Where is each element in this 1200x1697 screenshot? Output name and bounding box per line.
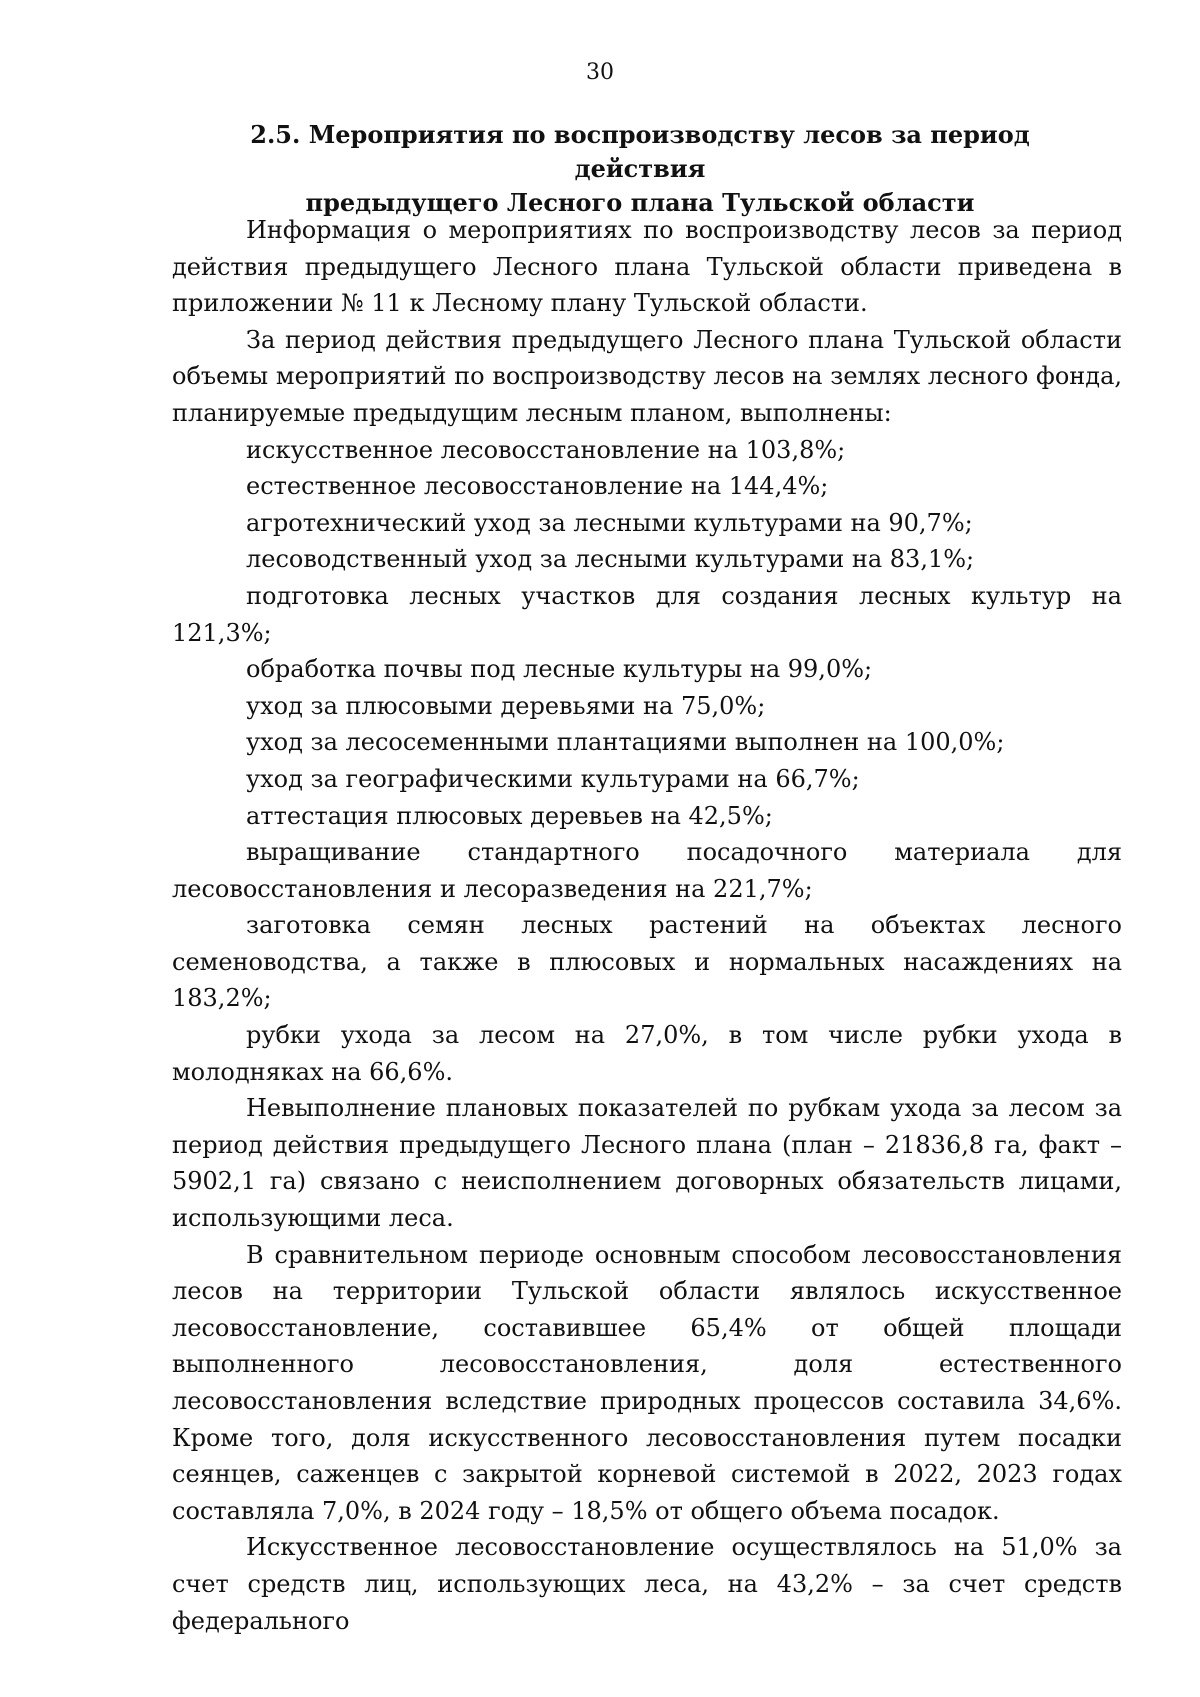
list-item: аттестация плюсовых деревьев на 42,5%; xyxy=(246,801,773,830)
section-heading xyxy=(230,118,1050,220)
page-number: 30 xyxy=(586,60,614,85)
section-heading-line-2: предыдущего Лесного плана Тульской области xyxy=(305,188,975,217)
paragraph: Информация о мероприятиях по воспроизводству лесов за период действия предыдущего Лесного плана Тульской области приведена в приложении № 11 к Лесному плану Тульской области. xyxy=(172,216,1122,318)
list-item: уход за лесосеменными плантациями выполнен на 100,0%; xyxy=(246,728,1005,757)
paragraph: В сравнительном периоде основным способом лесовосстановления лесов на территории Тульской области являлось искусственное лесовосстановление, составившее 65,4% от общей площади выполненного лесовосстановления, доля естественного лесовосстановления вследствие природных процессов составила 34,6%. Кроме того, доля искусственного лесовосстановления путем посадки сеянцев, саженцев с закрытой корневой системой в 2022, 2023 годах составляла 7,0%, в 2024 году – 18,5% от общего объема посадок. xyxy=(172,1240,1122,1525)
paragraph: За период действия предыдущего Лесного плана Тульской области объемы мероприятий по воспроизводству лесов на землях лесного фонда, планируемые предыдущим лесным планом, выполнены: xyxy=(172,325,1122,427)
list-item: лесоводственный уход за лесными культурами на 83,1%; xyxy=(246,545,975,574)
section-heading-line-1: 2.5. Мероприятия по воспроизводству лесов за период действия xyxy=(250,120,1030,183)
list-item: выращивание стандартного посадочного материала для лесовосстановления и лесоразведения на 221,7%; xyxy=(172,838,1122,903)
list-item: агротехнический уход за лесными культурами на 90,7%; xyxy=(246,508,973,537)
list-item: уход за географическими культурами на 66,7%; xyxy=(246,764,860,793)
document-body xyxy=(172,212,1122,1639)
list-item: рубки ухода за лесом на 27,0%, в том числе рубки ухода в молодняках на 66,6%. xyxy=(172,1021,1122,1086)
list-item: заготовка семян лесных растений на объектах лесного семеноводства, а также в плюсовых и нормальных насаждениях на 183,2%; xyxy=(172,911,1122,1013)
paragraph: Искусственное лесовосстановление осуществлялось на 51,0% за счет средств лиц, использующих леса, на 43,2% – за счет средств федерального xyxy=(172,1533,1122,1635)
list-item: естественное лесовосстановление на 144,4%; xyxy=(246,472,829,501)
list-item: искусственное лесовосстановление на 103,8%; xyxy=(246,435,846,464)
list-item: обработка почвы под лесные культуры на 99,0%; xyxy=(246,655,873,684)
paragraph: Невыполнение плановых показателей по рубкам ухода за лесом за период действия предыдущего Лесного плана (план – 21836,8 га, факт – 5902,1 га) связано с неисполнением договорных обязательств лицами, использующими леса. xyxy=(172,1094,1122,1233)
list-item: подготовка лесных участков для создания лесных культур на 121,3%; xyxy=(172,581,1122,647)
list-item: уход за плюсовыми деревьями на 75,0%; xyxy=(246,691,766,720)
